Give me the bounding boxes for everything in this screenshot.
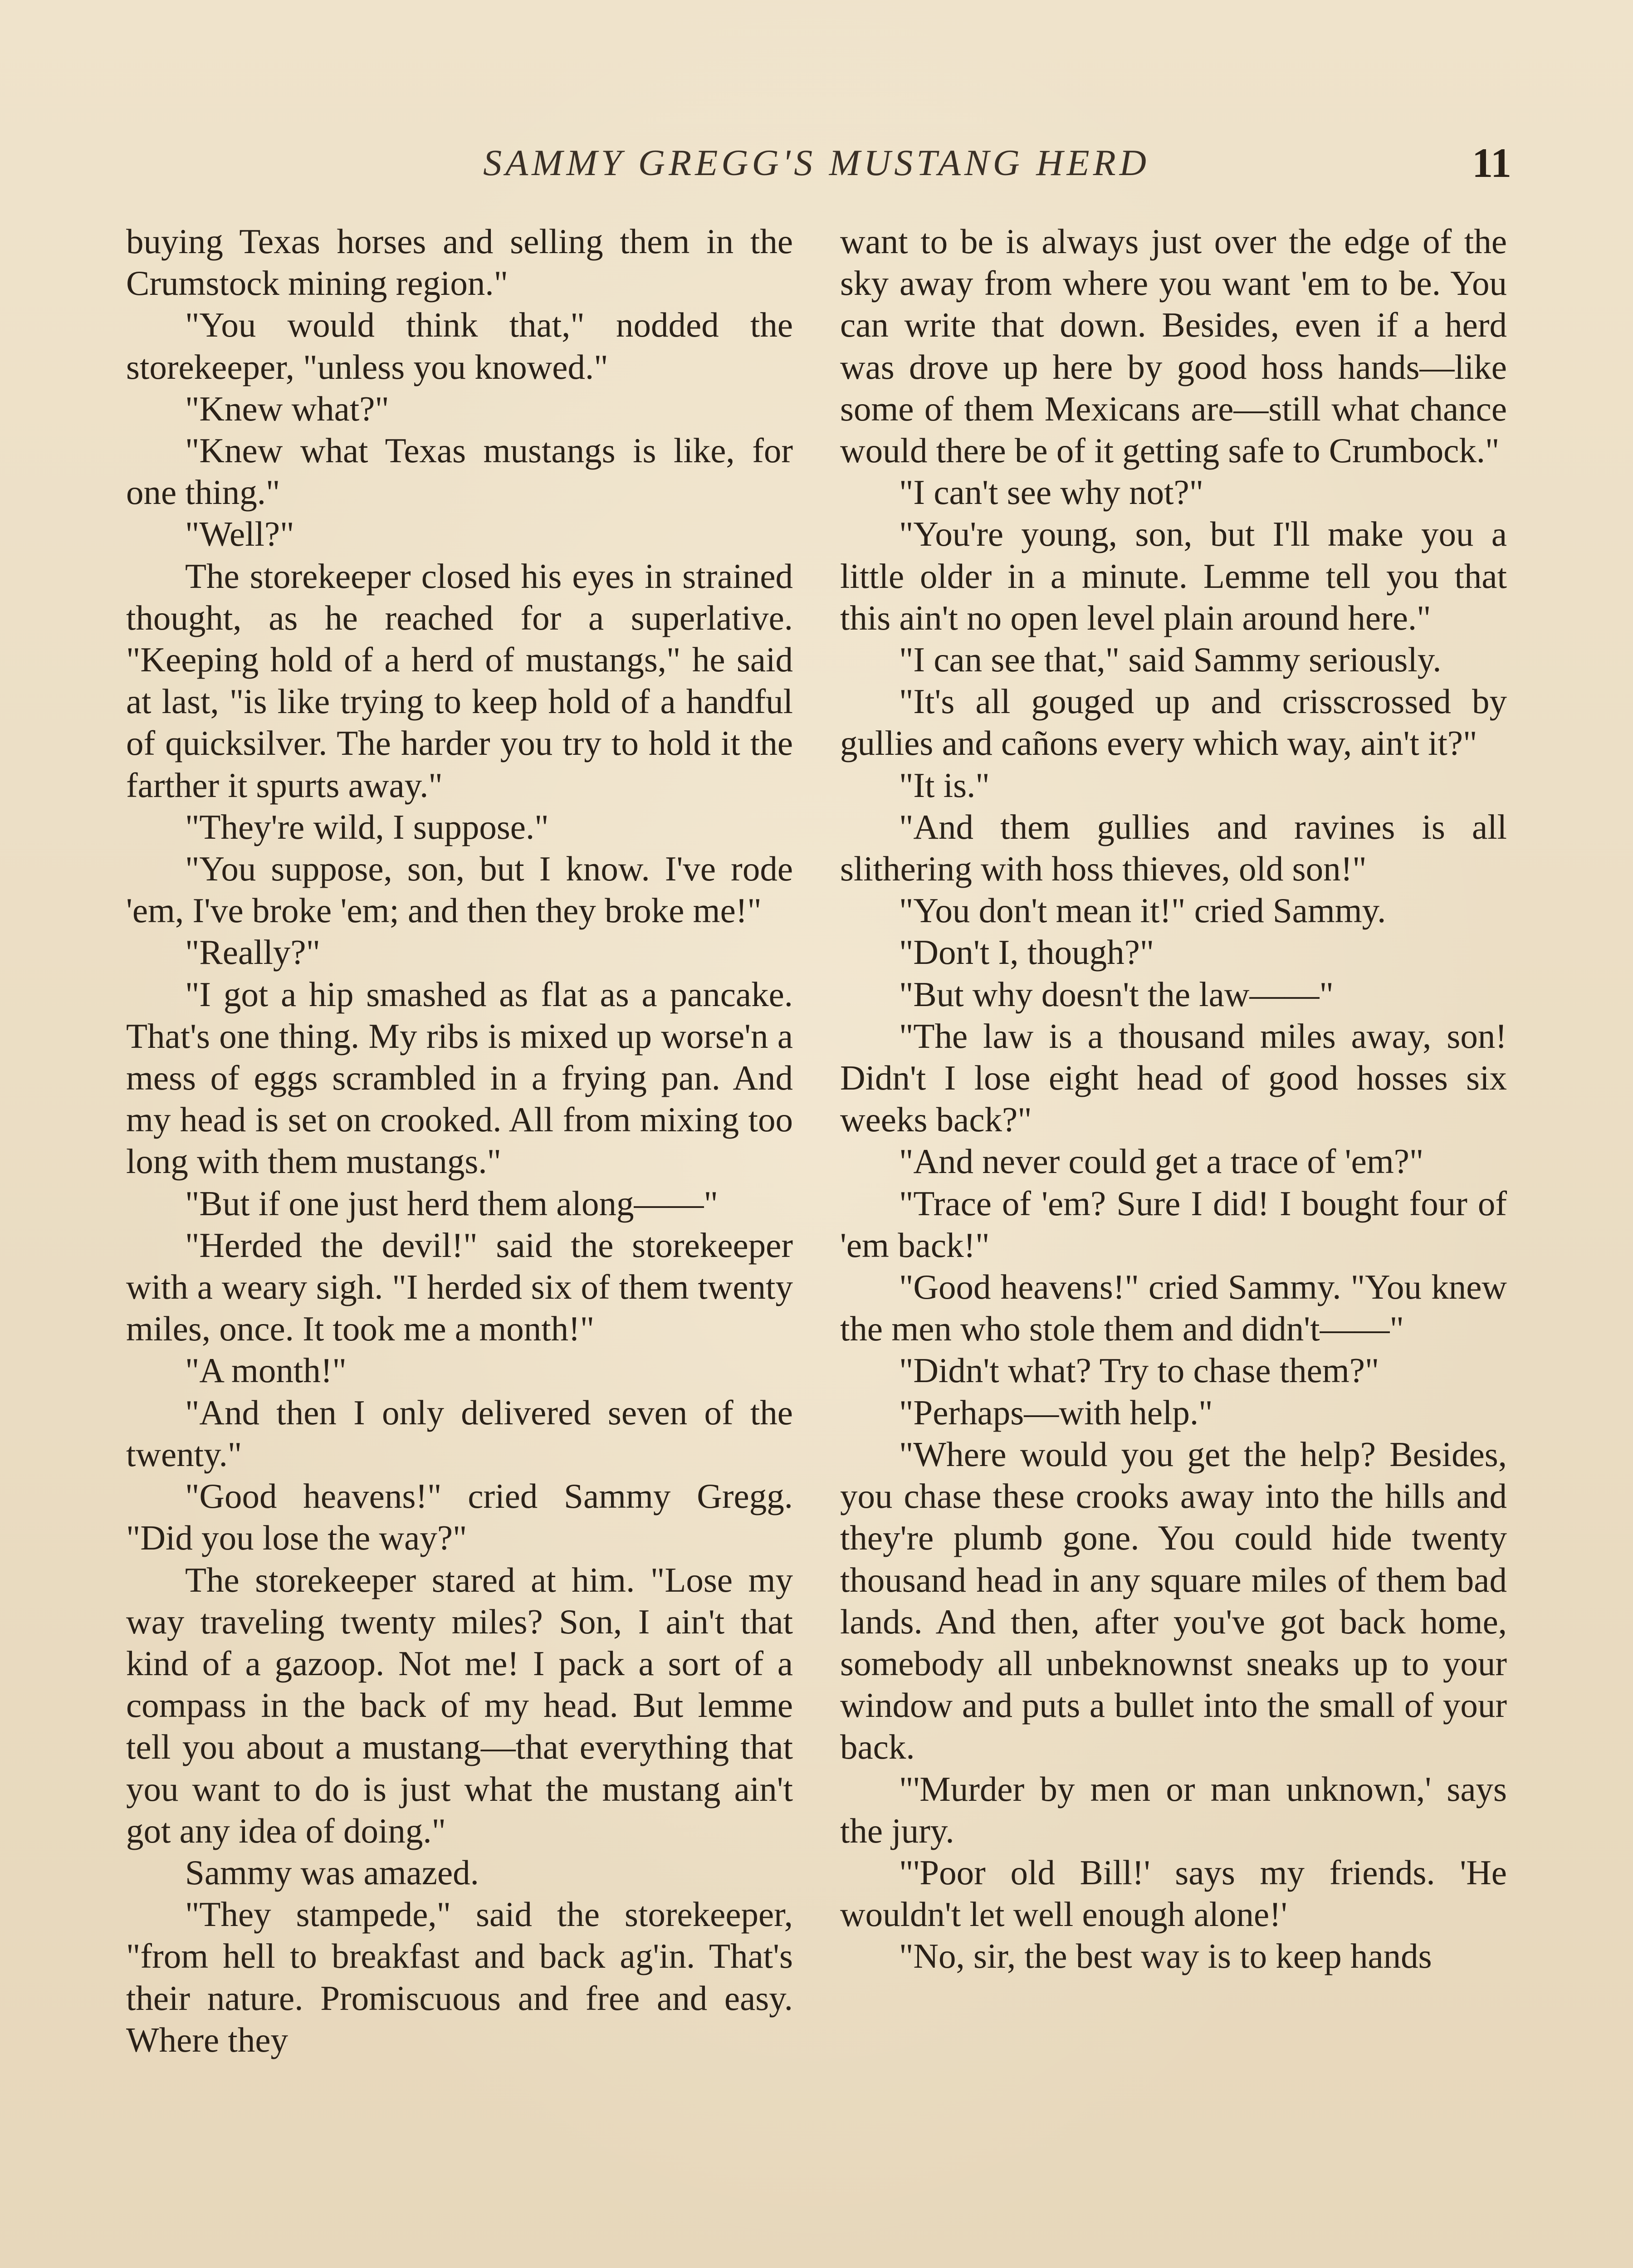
paragraph: "They stampede," said the storekeeper, "from hell to breakfast and back ag'in. That's their nature. Promiscuous and free and easy. Where they bbox=[126, 1895, 793, 2059]
paragraph: Sammy was amazed. bbox=[185, 1853, 479, 1892]
paragraph: "It is." bbox=[899, 765, 990, 805]
paragraph: "It's all gouged up and crisscrossed by gullies and cañons every which way, ain't it?" bbox=[840, 682, 1507, 763]
paragraph: "You don't mean it!" cried Sammy. bbox=[899, 891, 1386, 930]
paragraph: "Don't I, though?" bbox=[899, 933, 1154, 972]
right-text-column bbox=[840, 220, 1507, 1977]
paragraph: "Herded the devil!" said the storekeeper with a weary sigh. "I herded six of them twenty miles, once. It took me a month!" bbox=[126, 1225, 793, 1349]
paragraph: "Knew what?" bbox=[185, 389, 389, 428]
running-title: SAMMY GREGG'S MUSTANG HERD bbox=[483, 142, 1150, 183]
paragraph: "'Poor old Bill!' says my friends. 'He wouldn't let well enough alone!' bbox=[840, 1853, 1507, 1934]
paragraph: "Well?" bbox=[185, 514, 294, 554]
paragraph: "Perhaps—with help." bbox=[899, 1393, 1213, 1432]
paragraph: "Good heavens!" cried Sammy Gregg. "Did you lose the way?" bbox=[126, 1476, 793, 1558]
paragraph: "Really?" bbox=[185, 933, 321, 972]
paragraph: The storekeeper stared at him. "Lose my way traveling twenty miles? Son, I ain't that kind of a gazoop. Not me! I pack a sort of a compass in the back of my head. But lemme tell you about a mustang—that everything that you want to do is just what the mustang ain't got any idea of doing." bbox=[126, 1560, 793, 1850]
paragraph: "And never could get a trace of 'em?" bbox=[899, 1142, 1424, 1181]
paragraph: "No, sir, the best way is to keep hands bbox=[899, 1936, 1432, 1976]
paragraph: "A month!" bbox=[185, 1351, 347, 1390]
paragraph: "'Murder by men or man unknown,' says the jury. bbox=[840, 1769, 1507, 1850]
paragraph: The storekeeper closed his eyes in strained thought, as he reached for a superlative. "Keeping hold of a herd of mustangs," he said at last, "is like trying to keep hold of a handful of quicksilver. The harder you try to hold it the farther it spurts away." bbox=[126, 556, 793, 805]
paragraph: "Knew what Texas mustangs is like, for one thing." bbox=[126, 431, 793, 512]
paragraph: "I can see that," said Sammy seriously. bbox=[899, 640, 1442, 679]
left-text-column bbox=[126, 220, 793, 2061]
paragraph: "They're wild, I suppose." bbox=[185, 807, 549, 846]
paragraph: "And them gullies and ravines is all slithering with hoss thieves, old son!" bbox=[840, 807, 1507, 889]
paragraph: "The law is a thousand miles away, son! Didn't I lose eight head of good hosses six weeks back?" bbox=[840, 1016, 1507, 1139]
page-number: 11 bbox=[1472, 140, 1511, 186]
paragraph: "Didn't what? Try to chase them?" bbox=[899, 1351, 1379, 1390]
paragraph: "You're young, son, but I'll make you a little older in a minute. Lemme tell you that this ain't no open level plain around here." bbox=[840, 514, 1507, 637]
paragraph: "I got a hip smashed as flat as a pancake. That's one thing. My ribs is mixed up worse'n a mess of eggs scrambled in a frying pan. And my head is set on crooked. All from mixing too long with them mustangs." bbox=[126, 974, 793, 1181]
paragraph: "But if one just herd them along——" bbox=[185, 1183, 718, 1223]
paragraph: "You suppose, son, but I know. I've rode 'em, I've broke 'em; and then they broke me!" bbox=[126, 849, 793, 930]
paragraph: "But why doesn't the law——" bbox=[899, 974, 1334, 1014]
paragraph: want to be is always just over the edge of the sky away from where you want 'em to be. You can write that down. Besides, even if a herd was drove up here by good hoss hands—like some of them Mexicans are—still what chance would there be of it getting safe to Crumbock." bbox=[840, 222, 1507, 470]
paragraph: "And then I only delivered seven of the twenty." bbox=[126, 1393, 793, 1474]
paragraph: "You would think that," nodded the storekeeper, "unless you knowed." bbox=[126, 305, 793, 386]
paragraph: "Good heavens!" cried Sammy. "You knew the men who stole them and didn't——" bbox=[840, 1267, 1507, 1349]
paragraph: buying Texas horses and selling them in the Crumstock mining region." bbox=[126, 222, 793, 303]
paragraph: "I can't see why not?" bbox=[899, 473, 1204, 512]
paragraph: "Trace of 'em? Sure I did! I bought four of 'em back!" bbox=[840, 1183, 1507, 1265]
paragraph: "Where would you get the help? Besides, you chase these crooks away into the hills and they're plumb gone. You could hide twenty thousand head in any square miles of them bad lands. And then, after you've got back home, somebody all unbeknownst sneaks up to your window and puts a bullet into the small of your back. bbox=[840, 1434, 1507, 1767]
